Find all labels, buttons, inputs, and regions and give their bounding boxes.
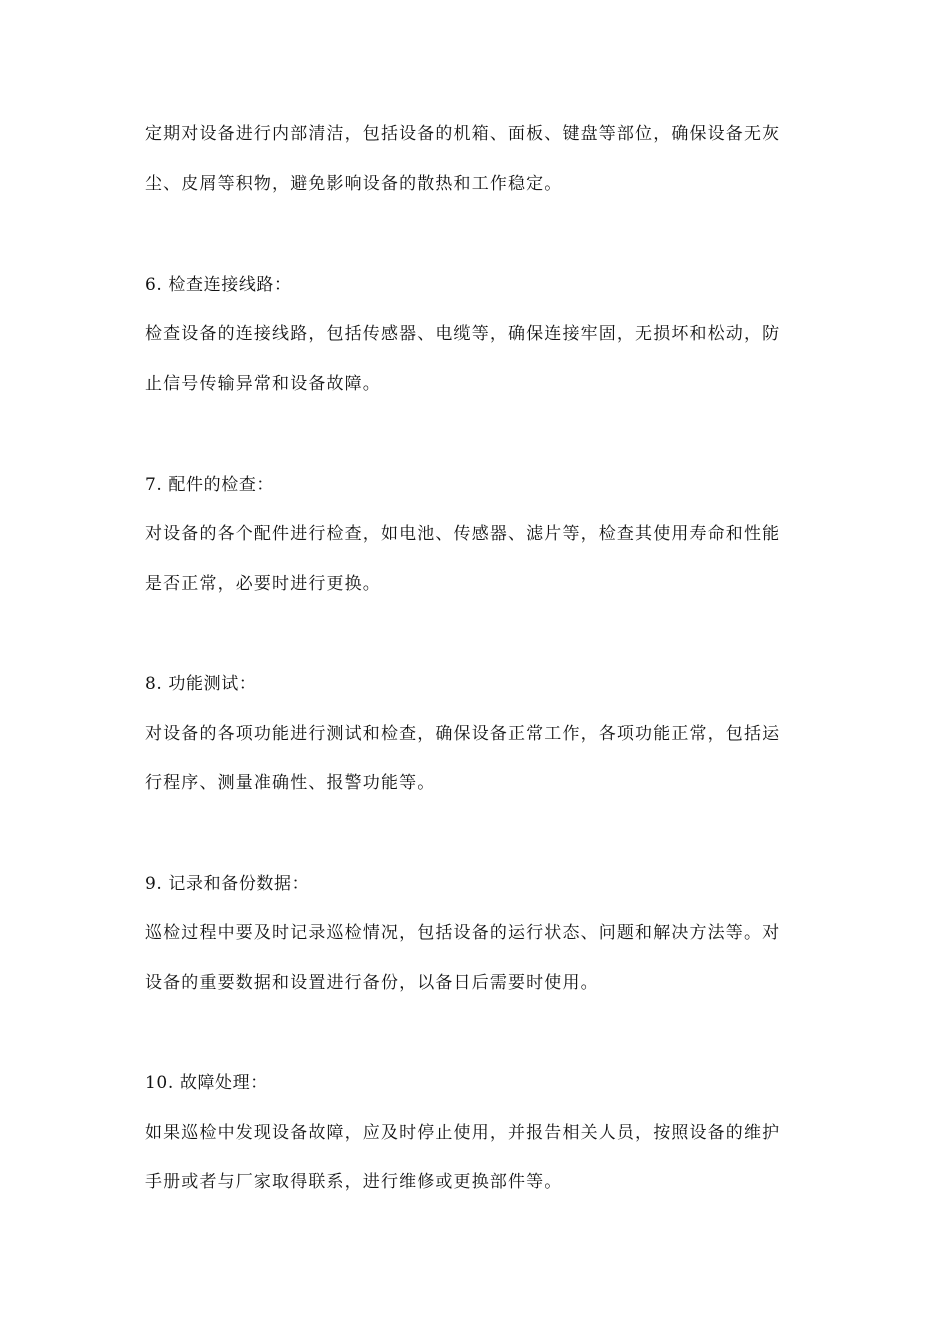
section-heading-8: 8. 功能测试： [145, 674, 257, 694]
section-10-paragraph-line-1: 如果巡检中发现设备故障，应及时停止使用，并报告相关人员，按照设备的维护 [145, 1123, 781, 1143]
section-9-paragraph-line-2: 设备的重要数据和设置进行备份，以备日后需要时使用。 [145, 973, 599, 993]
intro-paragraph-line-1: 定期对设备进行内部清洁，包括设备的机箱、面板、键盘等部位，确保设备无灰 [145, 124, 781, 144]
section-heading-6: 6. 检查连接线路： [145, 275, 292, 295]
section-7-paragraph-line-1: 对设备的各个配件进行检查，如电池、传感器、滤片等，检查其使用寿命和性能 [145, 524, 781, 544]
intro-paragraph-line-2: 尘、皮屑等积物，避免影响设备的散热和工作稳定。 [145, 174, 563, 194]
section-6-paragraph-line-1: 检查设备的连接线路，包括传感器、电缆等，确保连接牢固，无损坏和松动，防 [145, 324, 781, 344]
section-7-paragraph-line-2: 是否正常，必要时进行更换。 [145, 574, 381, 594]
section-heading-9: 9. 记录和备份数据： [145, 874, 310, 894]
section-8-paragraph-line-2: 行程序、测量准确性、报警功能等。 [145, 773, 436, 793]
section-heading-7: 7. 配件的检查： [145, 475, 275, 495]
section-9-paragraph-line-1: 巡检过程中要及时记录巡检情况，包括设备的运行状态、问题和解决方法等。对 [145, 923, 781, 943]
section-6-paragraph-line-2: 止信号传输异常和设备故障。 [145, 374, 381, 394]
section-heading-10: 10. 故障处理： [145, 1073, 268, 1093]
section-10-paragraph-line-2: 手册或者与厂家取得联系，进行维修或更换部件等。 [145, 1172, 563, 1192]
section-8-paragraph-line-1: 对设备的各项功能进行测试和检查，确保设备正常工作，各项功能正常，包括运 [145, 724, 781, 744]
